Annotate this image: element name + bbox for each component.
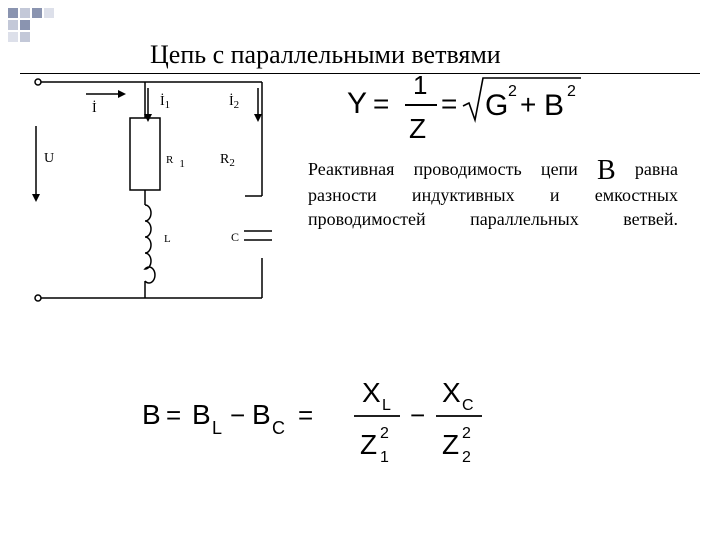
exponent-b: 2 — [567, 83, 576, 100]
subscript-z2: 2 — [462, 449, 471, 466]
label-c: C — [231, 230, 240, 244]
subscript-xc: C — [462, 397, 474, 414]
symbol-xl: X — [362, 377, 381, 408]
label-r1: R 1 — [166, 154, 185, 170]
exponent-g: 2 — [508, 83, 517, 100]
circuit-diagram — [0, 0, 300, 320]
symbol-z1: Z — [360, 429, 378, 460]
description-part-1: Реактивная проводимость цепи — [308, 159, 598, 179]
equals-4: = — [298, 400, 314, 430]
label-l: L — [164, 233, 171, 245]
resistor-r1 — [130, 118, 160, 190]
inductor-l — [145, 205, 155, 283]
symbol-xc: X — [442, 377, 461, 408]
terminal-top — [35, 79, 41, 85]
minus-2: − — [410, 400, 426, 430]
symbol-z2: Z — [442, 429, 460, 460]
symbol-bc: B — [252, 399, 271, 430]
label-i-total: İ — [92, 101, 97, 116]
equals-3: = — [166, 400, 182, 430]
subscript-c: C — [272, 418, 285, 438]
description-symbol-b: B — [597, 155, 616, 186]
formula-susceptance — [140, 372, 500, 472]
equals-1: = — [373, 88, 390, 119]
arrowhead-2 — [254, 114, 262, 122]
subscript-l: L — [212, 418, 223, 438]
minus-1: − — [230, 400, 246, 430]
label-r2: $R_2$ — [220, 152, 235, 169]
symbol-bl: B — [192, 399, 211, 430]
symbol-g: G — [485, 89, 509, 122]
exponent-z1: 2 — [380, 425, 389, 442]
arrowhead-total — [118, 90, 126, 98]
fraction-denominator: Z — [409, 113, 427, 144]
label-u: U — [44, 151, 55, 166]
fraction-numerator: 1 — [413, 70, 428, 100]
page-title: Цепь с параллельными ветвями — [150, 40, 501, 69]
plus-sign: + — [520, 89, 537, 120]
arrowhead-voltage — [32, 194, 40, 202]
symbol-b: B — [544, 89, 565, 122]
equals-2: = — [441, 88, 458, 119]
symbol-b-total: B — [142, 399, 161, 430]
description-text — [308, 157, 678, 231]
formula-admittance — [345, 68, 595, 144]
terminal-bottom — [35, 295, 41, 301]
subscript-z1: 1 — [380, 449, 389, 466]
description-part-2: равна разности индуктивных и емкостных проводимостей параллельных ветвей. — [308, 159, 678, 229]
label-i1: $İ_1$ — [160, 94, 171, 111]
subscript-xl: L — [382, 397, 391, 414]
exponent-z2: 2 — [462, 425, 471, 442]
label-i2: $İ_2$ — [229, 94, 240, 111]
symbol-y: Y — [347, 87, 368, 120]
